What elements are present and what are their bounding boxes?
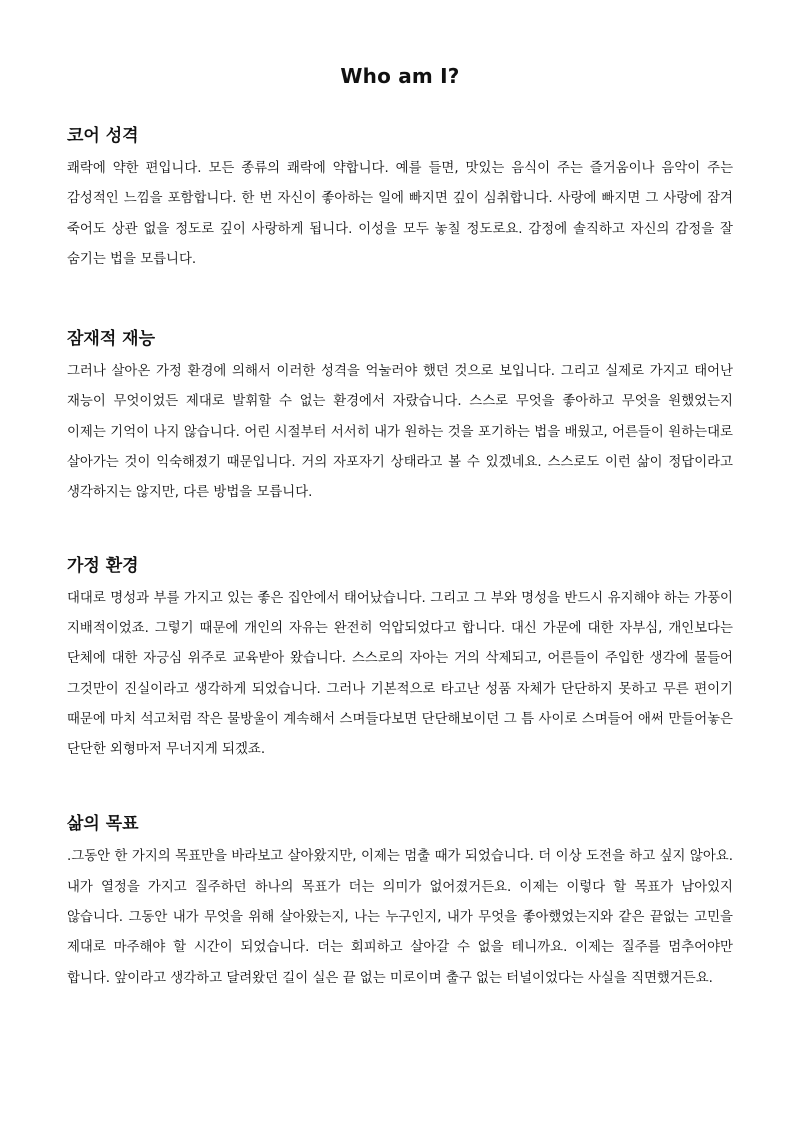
section-heading: 코어 성격 (67, 126, 139, 146)
section-body: 쾌락에 약한 편입니다. 모든 종류의 쾌락에 약합니다. 예를 들면, 맛있는 음식이 주는 즐거움이나 음악이 주는 감성적인 느낌을 포함합니다. 한 번 자신이 좋아하는 일에 빠지면 깊이 심취합니다. 사랑에 빠지면 그 사랑에 잠겨 죽어도 상관 없을 정도로 깊이 사랑하게 됩니다. 이성을 모두 놓칠 정도로요. 감정에 솔직하고 자신의 감정을 잘 숨기는 법을 모릅니다. (67, 161, 733, 267)
section-body: 그러나 살아온 가정 환경에 의해서 이러한 성격을 억눌러야 했던 것으로 보입니다. 그리고 실제로 가지고 태어난 재능이 무엇이었든 제대로 발휘할 수 없는 환경에서 자랐습니다. 스스로 무엇을 좋아하고 무엇을 원했었는지 이제는 기억이 나지 않습니다. 어린 시절부터 서서히 내가 원하는 것을 포기하는 법을 배웠고, 어른들이 원하는대로 살아가는 것이 익숙해졌기 때문입니다. 거의 자포자기 상태라고 볼 수 있겠네요. 스스로도 이런 삶이 정답이라고 생각하지는 않지만, 다른 방법을 모릅니다. (67, 364, 733, 501)
section-body: 대대로 명성과 부를 가지고 있는 좋은 집안에서 태어났습니다. 그리고 그 부와 명성을 반드시 유지해야 하는 가풍이 지배적이었죠. 그렇기 때문에 개인의 자유는 완전히 억압되었다고 합니다. 대신 가문에 대한 자부심, 개인보다는 단체에 대한 자긍심 위주로 교육받아 왔습니다. 스스로의 자아는 거의 삭제되고, 어른들이 주입한 생각에 물들어 그것만이 진실이라고 생각하게 되었습니다. 그러나 기본적으로 타고난 성품 자체가 단단하지 못하고 무른 편이기 때문에 마치 석고처럼 작은 물방울이 계속해서 스며들다보면 단단해보이던 그 틈 사이로 스며들어 애써 만들어놓은 단단한 외형마저 무너지게 되겠죠. (67, 590, 733, 758)
section-heading: 삶의 목표 (67, 814, 139, 835)
section-potential-talent (67, 327, 733, 508)
document-title: Who am I? (340, 64, 460, 88)
section-family-environment (67, 554, 733, 766)
section-core-personality (67, 124, 733, 275)
section-heading: 가정 환경 (67, 555, 139, 576)
section-heading: 잠재적 재능 (67, 329, 156, 350)
section-life-goal (67, 812, 733, 993)
section-body: .그동안 한 가지의 목표만을 바라보고 살아왔지만, 이제는 멈출 때가 되었습니다. 더 이상 도전을 하고 싶지 않아요. 내가 열정을 가지고 질주하던 하나의 목표가 더는 의미가 없어졌거든요. 이제는 이렇다 할 목표가 남아있지 않습니다. 그동안 내가 무엇을 위해 살아왔는지, 나는 누구인지, 내가 무엇을 좋아했었는지와 같은 끝없는 고민을 제대로 마주해야 할 시간이 되었습니다. 더는 회피하고 살아갈 수 없을 테니까요. 이제는 질주를 멈추어야만 합니다. 앞이라고 생각하고 달려왔던 길이 실은 끝 없는 미로이며 출구 없는 터널이었다는 사실을 직면했거든요. (67, 849, 733, 986)
